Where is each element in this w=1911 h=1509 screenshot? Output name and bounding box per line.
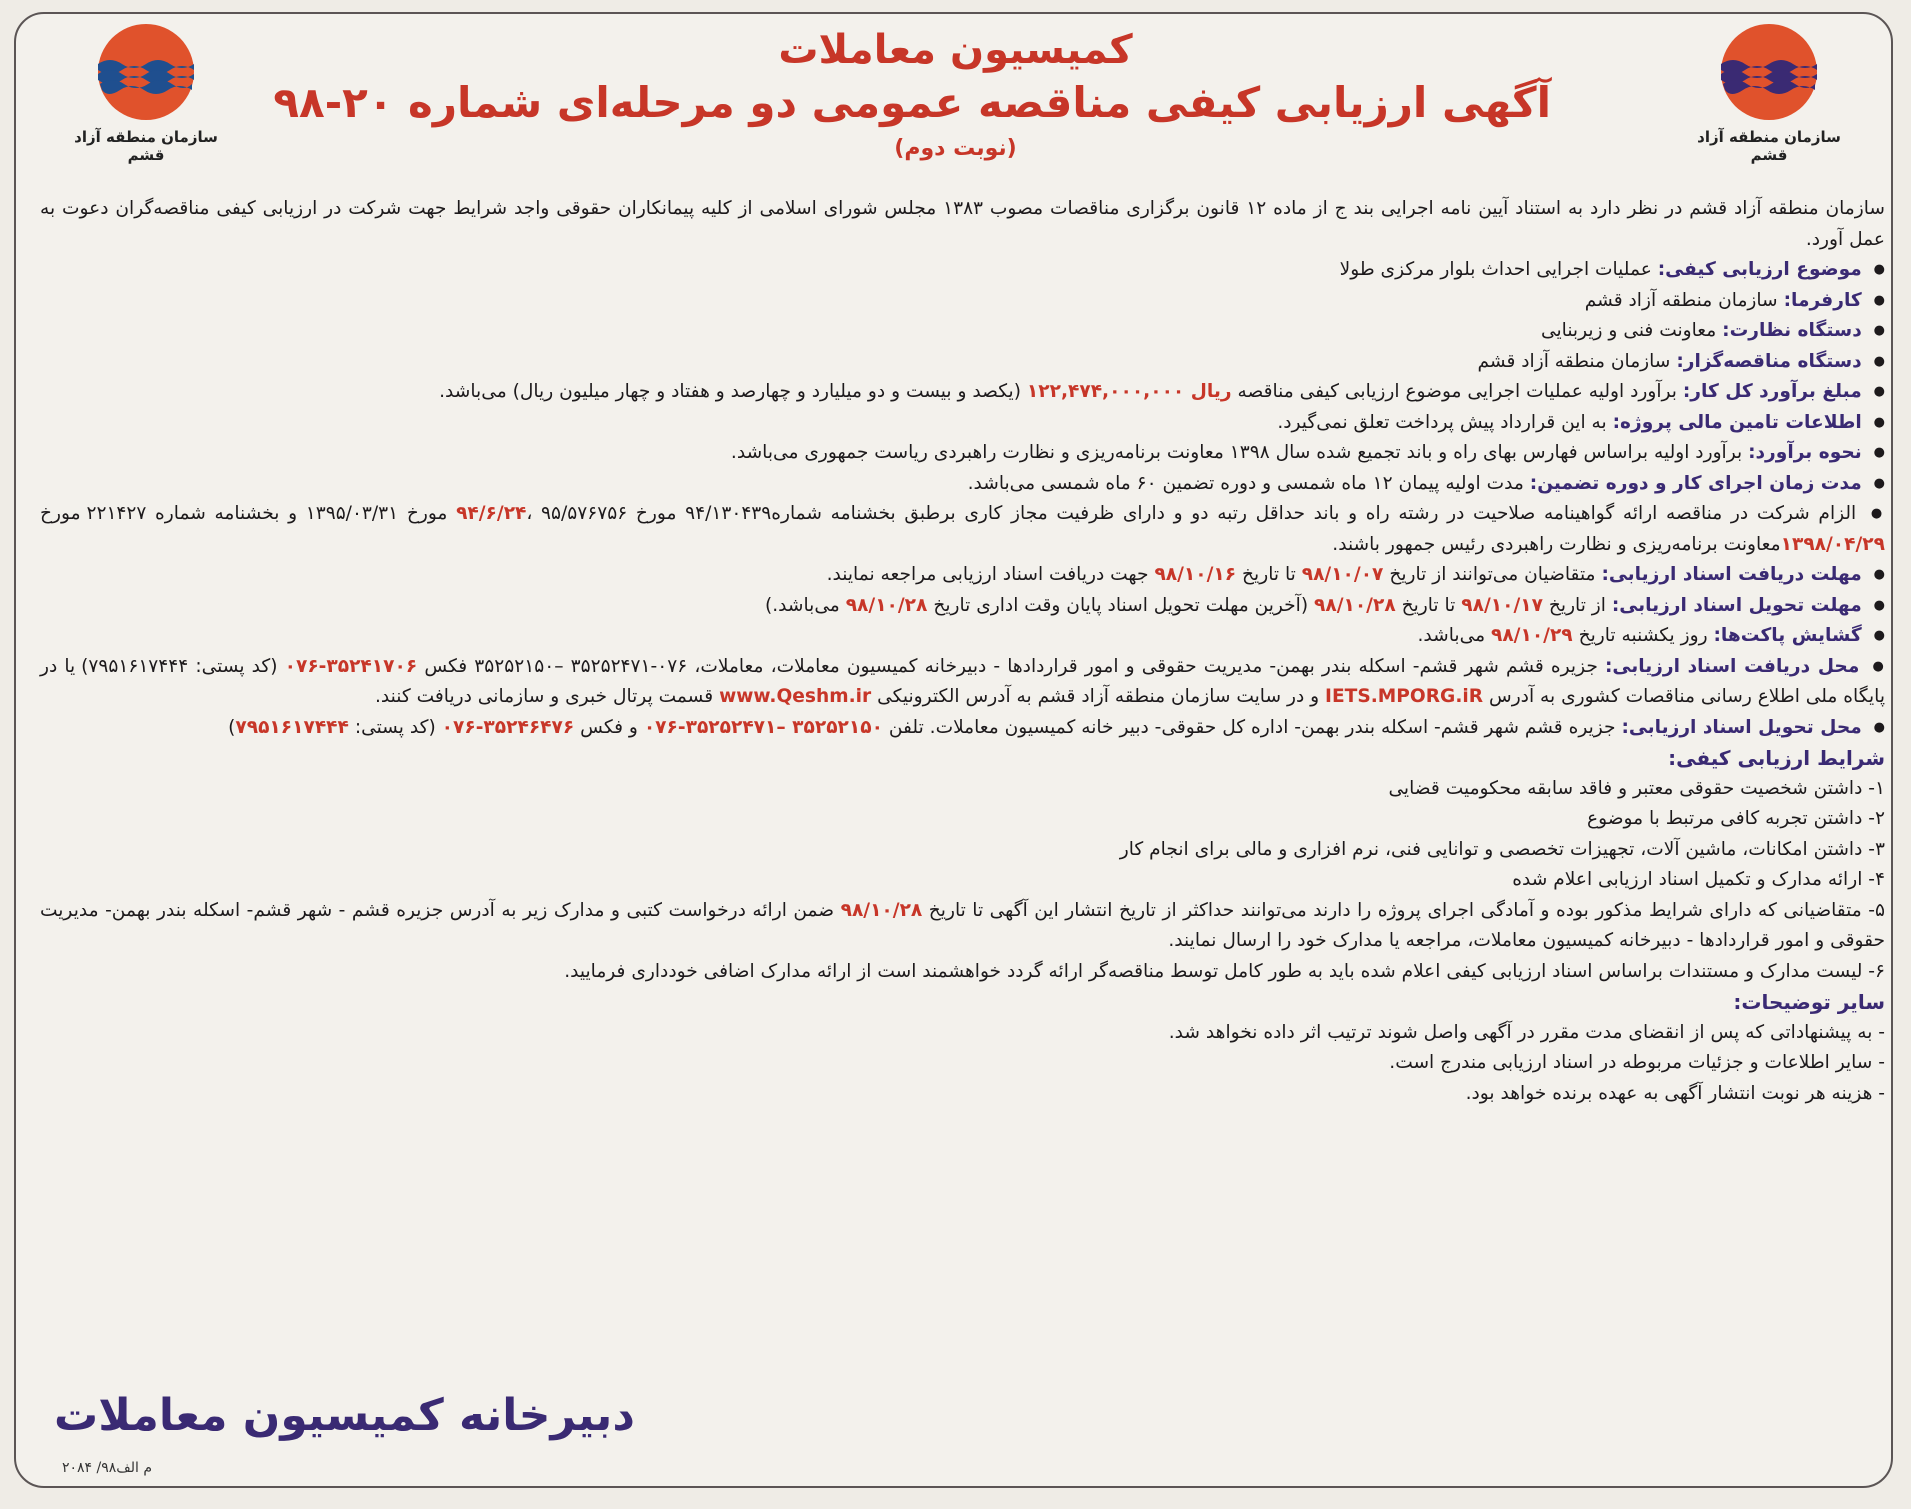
item-opening: ● گشایش پاکت‌ها: روز یکشنبه تاریخ ۹۸/۱۰/۲۹ می‌باشد.: [40, 621, 1885, 652]
logo-caption-left: سازمان منطقه آزاد قشم: [74, 128, 218, 164]
item-delivery-place: ● محل تحویل اسناد ارزیابی: جزیره قشم شهر قشم- اسکله بندر بهمن- اداره کل حقوقی- دبیر خانه کمیسیون معاملات. تلفن ۰۷۶-۳۵۲۵۲۴۷۱– ۳۵۲۵۲۱۵۰ و فکس ۰۷۶-۳۵۲۴۶۴۷۶ (کد پستی: ۷۹۵۱۶۱۷۴۴۴): [40, 713, 1885, 744]
qeshm-logo-right: [1689, 22, 1849, 164]
estimate-amount: ۱۲۲,۴۷۴,۰۰۰,۰۰۰ ریال: [1026, 381, 1232, 402]
qeshm-emblem-icon: [1719, 22, 1819, 122]
notice-header: [273, 26, 1551, 166]
qeshm-emblem-icon: [96, 22, 196, 122]
condition-6: ۶- لیست مدارک و مستندات براساس اسناد ارزیابی کیفی اعلام شده باید به طور کامل توسط مناقصه‌گر ارائه گردد خواهشمند است از ارائه مدارک اضافی خودداری فرمایید.: [564, 960, 1885, 982]
item-method: ● نحوه برآورد: برآورد اولیه براساس فهارس بهای راه و باند تجمیع شده سال ۱۳۹۸ معاونت برنامه‌ریزی و نظارت راهبردی ریاست جمهوری می‌باشد.: [40, 438, 1885, 469]
note-3: - هزینه هر نوبت انتشار آگهی به عهده برنده خواهد بود.: [1465, 1082, 1885, 1104]
item-tenderer: ● دستگاه مناقصه‌گزار: سازمان منطقه آزاد قشم: [40, 347, 1885, 378]
logo-caption-right: سازمان منطقه آزاد قشم: [1697, 128, 1841, 164]
condition-2: ۲- داشتن تجربه کافی مرتبط با موضوع: [1587, 808, 1885, 829]
condition-4: ۴- ارائه مدارک و تکمیل اسناد ارزیابی اعلام شده: [1512, 869, 1885, 890]
qeshm-site-link[interactable]: www.Qeshm.ir: [719, 686, 872, 707]
item-receive-place: ● محل دریافت اسناد ارزیابی: جزیره قشم شهر قشم- اسکله بندر بهمن- مدیریت حقوقی و امور قراردادها - دبیرخانه کمیسیون معاملات، معاملات، ۰۷۶-۳۵۲۵۲۴۷۱ –۳۵۲۵۲۱۵۰ فکس ۰۷۶-۳۵۲۴۱۷۰۶ (کد پستی: ۷۹۵۱۶۱۷۴۴۴) یا در پایگاه ملی اطلاع رسانی مناقصات کشوری به آدرس IETS.MPORG.iR و در سایت سازمان منطقه آزاد قشم به آدرس الکترونیکی www.Qeshm.ir قسمت پرتال خبری و سازمانی دریافت کنند.: [40, 652, 1885, 713]
footer-signature: دبیرخانه کمیسیون معاملات: [54, 1390, 635, 1441]
footer-code: م الف۹۸/ ۲۰۸۴: [62, 1460, 153, 1476]
item-subject: ● موضوع ارزیابی کیفی: عملیات اجرایی احداث بلوار مرکزی طولا: [40, 255, 1885, 286]
condition-5: ۵- متقاضیانی که دارای شرایط مذکور بوده و آمادگی اجرای پروژه را دارند می‌توانند حداکثر از تاریخ انتشار این آگهی تا تاریخ ۹۸/۱۰/۲۸ ضمن ارائه درخواست کتبی و مدارک زیر به آدرس جزیره قشم - شهر قشم- اسکله بندر بهمن- مدیریت حقوقی و امور قراردادها - دبیرخانه کمیسیون معاملات، مراجعه یا مدارک خود را ارسال نمایند.: [40, 899, 1885, 951]
iets-site-link[interactable]: IETS.MPORG.iR: [1325, 686, 1484, 707]
item-delivery-deadline: ● مهلت تحویل اسناد ارزیابی: از تاریخ ۹۸/۱۰/۱۷ تا تاریخ ۹۸/۱۰/۲۸ (آخرین مهلت تحویل اسناد پایان وقت اداری تاریخ ۹۸/۱۰/۲۸ می‌باشد.): [40, 591, 1885, 622]
item-requirement: ● الزام شرکت در مناقصه ارائه گواهینامه صلاحیت در رشته راه و باند حداقل رتبه دو و دارای ظرفیت مجاز کاری برطبق بخشنامه شماره۹۴/۱۳۰۴۳۹ مورخ ۹۴/۶/۲۴، ۹۵/۵۷۶۷۵۶ مورخ ۱۳۹۵/۰۳/۳۱ و بخشنامه شماره ۲۲۱۴۲۷ مورخ ۱۳۹۸/۰۴/۲۹معاونت برنامه‌ریزی و نظارت راهبردی رئیس جمهور باشند.: [40, 499, 1885, 560]
item-duration: ● مدت زمان اجرای کار و دوره تضمین: مدت اولیه پیمان ۱۲ ماه شمسی و دوره تضمین ۶۰ ماه شمسی می‌باشد.: [40, 469, 1885, 500]
condition-1: ۱- داشتن شخصیت حقوقی معتبر و فاقد سابقه محکومیت قضایی: [1388, 777, 1885, 799]
notice-round: (نوبت دوم): [894, 136, 1017, 161]
note-2: - سایر اطلاعات و جزئیات مربوطه در اسناد ارزیابی مندرج است.: [1389, 1052, 1885, 1073]
item-supervisor: ● دستگاه نظارت: معاونت فنی و زیربنایی: [40, 316, 1885, 347]
qeshm-logo-left: [66, 22, 226, 164]
item-estimate: ● مبلغ برآورد کل کار: برآورد اولیه عملیات اجرایی موضوع ارزیابی کیفی مناقصه ۱۲۲,۴۷۴,۰۰۰,۰۰۰ ریال (یکصد و بیست و دو میلیارد و چهارصد و هفتاد و چهار میلیون ریال) می‌باشد.: [40, 377, 1885, 408]
condition-3: ۳- داشتن امکانات، ماشین آلات، تجهیزات تخصصی و توانایی فنی، نرم افزاری و مالی برای انجام کار: [1119, 838, 1885, 860]
notes-title: سایر توضیحات:: [1733, 990, 1885, 1014]
notice-title: آگهی ارزیابی کیفی مناقصه عمومی دو مرحله‌ای شماره ۲۰-۹۸: [273, 78, 1551, 127]
note-1: - به پیشنهاداتی که پس از انقضای مدت مقرر در آگهی واصل شوند ترتیب اثر داده نخواهد شد.: [1168, 1021, 1885, 1043]
item-employer: ● کارفرما: سازمان منطقه آزاد قشم: [40, 286, 1885, 317]
notice-body: [40, 194, 1885, 1109]
header-org: کمیسیون معاملات: [778, 27, 1133, 73]
item-receive-deadline: ● مهلت دریافت اسناد ارزیابی: متقاضیان می‌توانند از تاریخ ۹۸/۱۰/۰۷ تا تاریخ ۹۸/۱۰/۱۶ جهت دریافت اسناد ارزیابی مراجعه نمایند.: [40, 560, 1885, 591]
item-finance: ● اطلاعات تامین مالی پروژه: به این قرارداد پیش پرداخت تعلق نمی‌گیرد.: [40, 408, 1885, 439]
conditions-title: شرایط ارزیابی کیفی:: [1668, 746, 1885, 770]
intro-paragraph: سازمان منطقه آزاد قشم در نظر دارد به استناد آیین نامه اجرایی بند ج از ماده ۱۲ قانون برگزاری مناقصات مصوب ۱۳۸۳ مجلس شورای اسلامی از کلیه پیمانکاران حقوقی واجد شرایط جهت شرکت در ارزیابی کیفی مناقصه‌گران دعوت به عمل آورد.: [40, 198, 1885, 250]
